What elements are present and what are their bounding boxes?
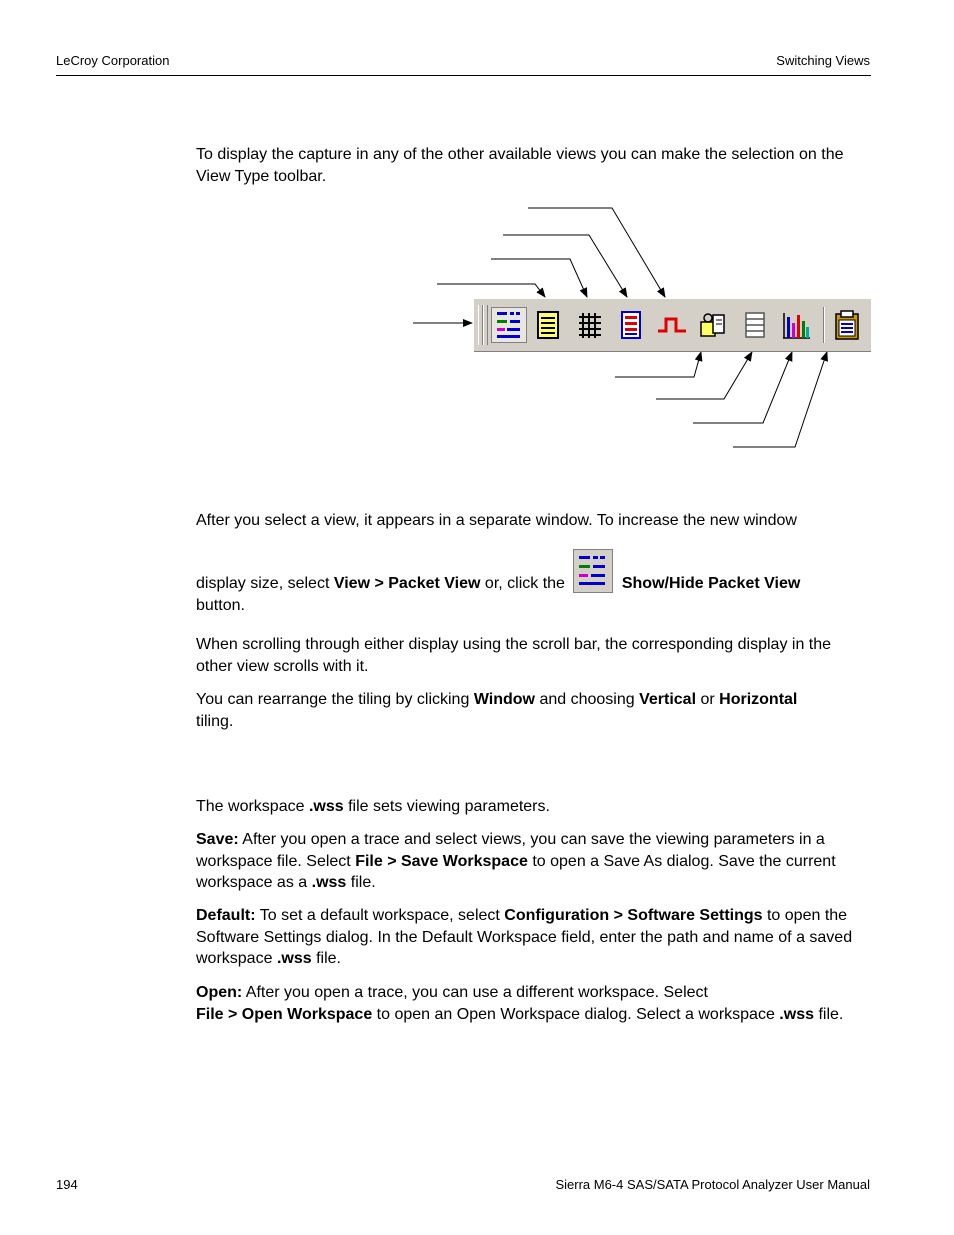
list-view-icon[interactable]	[737, 307, 773, 343]
intro-text: To display the capture in any of the other available views you can make the selection on the View Type toolbar.	[196, 146, 844, 185]
open-workspace-menu: File > Open Workspace	[196, 1005, 373, 1023]
default-text-1: To set a default workspace, select	[259, 907, 500, 924]
open-ext: .wss	[779, 1005, 814, 1023]
callout-arrow-list	[656, 352, 752, 399]
column-view-icon[interactable]	[530, 307, 566, 343]
open-text-1: After you open a trace, you can use a different workspace. Select	[245, 984, 708, 1001]
window-menu-label: Window	[473, 691, 535, 708]
manual-title: Sierra M6-4 SAS/SATA Protocol Analyzer User Manual	[555, 1177, 870, 1192]
default-paragraph	[196, 905, 871, 970]
tiling-text-1: You can rearrange the tiling by clicking	[196, 691, 470, 708]
after-select-line1: After you select a view, it appears in a separate window. To increase the new window	[196, 512, 797, 529]
callout-arrow-clipboard	[733, 352, 827, 447]
toolbar-grip-2	[483, 305, 488, 345]
clipboard-view-icon[interactable]	[829, 307, 865, 343]
save-text-2: to open a Save As dialog. Save the current workspace as a	[196, 852, 836, 891]
grid-view-icon[interactable]	[572, 307, 608, 343]
save-text-3: file.	[350, 874, 376, 891]
page-number: 194	[56, 1177, 78, 1192]
default-text-2: to open the Software Settings dialog. In the Default Workspace field, enter the path and name of a saved workspace	[196, 907, 853, 967]
tiling-text-3: tiling.	[196, 712, 234, 730]
toolbar-separator	[823, 307, 825, 343]
after-select-text-2: display size, select	[196, 575, 330, 592]
open-label: Open:	[196, 984, 243, 1001]
after-select-text-3: or, click the	[484, 575, 565, 592]
view-type-toolbar	[474, 298, 871, 352]
scrolling-text: When scrolling through either display using the scroll bar, the corresponding display in the other view scrolls with it.	[196, 636, 832, 675]
view-type-toolbar-diagram	[400, 200, 871, 460]
show-hide-packet-view-icon[interactable]	[573, 549, 613, 593]
default-label: Default:	[196, 907, 256, 924]
header-section: Switching Views	[776, 53, 870, 68]
callout-arrow-waveform	[528, 208, 665, 297]
header-rule	[56, 75, 871, 76]
tiling-paragraph	[196, 689, 871, 732]
lock-key-view-icon[interactable]	[695, 307, 731, 343]
tiling-text-2: and choosing	[539, 691, 635, 708]
open-paragraph	[196, 982, 871, 1025]
view-packet-view-menu: View > Packet View	[333, 575, 481, 592]
save-ext: .wss	[311, 874, 347, 891]
callout-arrow-packet	[437, 284, 545, 297]
workspace-ext: .wss	[308, 798, 344, 815]
workspace-text-1: The workspace	[196, 798, 305, 815]
header-company: LeCroy Corporation	[56, 53, 170, 68]
after-select-paragraph	[196, 510, 871, 532]
save-paragraph	[196, 829, 871, 894]
callout-arrow-lock	[615, 352, 701, 377]
save-workspace-menu: File > Save Workspace	[355, 852, 528, 870]
tiling-or: or	[700, 691, 715, 708]
waveform-view-icon[interactable]	[654, 307, 690, 343]
callout-arrow-text	[503, 235, 627, 297]
after-select-text-4: button.	[196, 596, 245, 614]
show-hide-packet-view-label: Show/Hide Packet View	[621, 575, 801, 592]
bar-chart-view-icon[interactable]	[778, 307, 814, 343]
after-select-paragraph-cont	[196, 549, 871, 616]
workspace-text-2: file sets viewing parameters.	[348, 798, 550, 815]
default-ext: .wss	[276, 950, 312, 967]
open-text-3: file.	[818, 1005, 844, 1023]
scrolling-paragraph	[196, 634, 871, 677]
text-view-icon[interactable]	[613, 307, 649, 343]
packet-view-icon[interactable]	[491, 307, 527, 343]
callout-arrow-grid	[491, 259, 587, 297]
software-settings-menu: Configuration > Software Settings	[504, 907, 763, 924]
intro-paragraph	[196, 144, 871, 187]
horizontal-label: Horizontal	[719, 691, 798, 708]
vertical-label: Vertical	[639, 691, 697, 708]
callout-arrow-bar	[693, 352, 792, 423]
default-text-3: file.	[316, 950, 341, 967]
save-text-1: After you open a trace and select views, you can save the viewing parameters in a workspace file. Select	[196, 831, 825, 870]
save-label: Save:	[196, 831, 239, 848]
workspace-paragraph	[196, 796, 871, 818]
open-text-2: to open an Open Workspace dialog. Select a workspace	[376, 1005, 775, 1023]
